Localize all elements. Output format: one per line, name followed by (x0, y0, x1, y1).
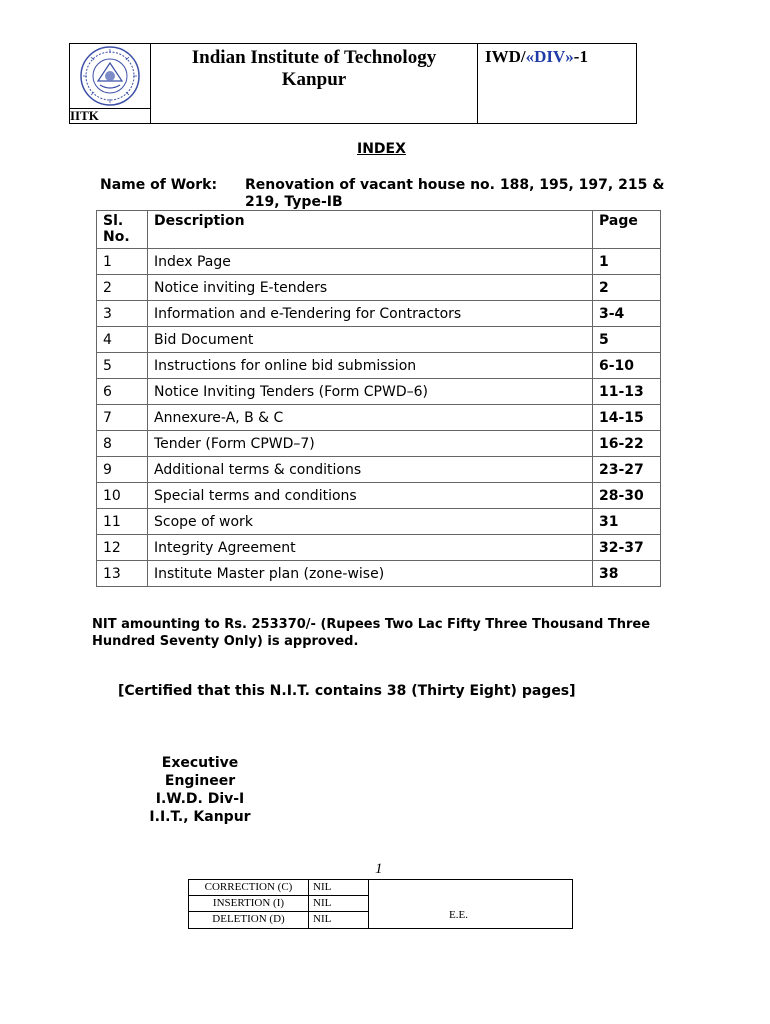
table-row (97, 457, 661, 483)
row-page: 31 (593, 509, 661, 535)
row-page: 38 (593, 561, 661, 587)
institute-name-cell (151, 44, 478, 123)
deletion-label: DELETION (D) (212, 913, 285, 925)
deletion-value: NIL (313, 913, 332, 925)
row-description: Notice inviting E-tenders (148, 275, 593, 301)
table-header-row (97, 211, 661, 249)
row-sl-no: 13 (97, 561, 148, 587)
row-sl-no: 7 (97, 405, 148, 431)
row-page: 1 (593, 249, 661, 275)
row-description: Institute Master plan (zone-wise) (148, 561, 593, 587)
row-sl-no: 12 (97, 535, 148, 561)
table-row (97, 535, 661, 561)
page-header: Page (593, 211, 661, 249)
table-row (97, 483, 661, 509)
index-table (96, 210, 661, 587)
sl-no-header: Sl. No. (97, 211, 148, 249)
iitk-seal-logo-icon (78, 45, 142, 107)
row-page: 32-37 (593, 535, 661, 561)
doc-code-prefix: IWD/ (485, 47, 526, 66)
institute-abbrev: IITK (70, 108, 99, 123)
table-row (97, 431, 661, 457)
row-sl-no: 6 (97, 379, 148, 405)
table-row (97, 301, 661, 327)
row-page: 28-30 (593, 483, 661, 509)
header-box (69, 43, 637, 124)
document-code-cell (478, 44, 636, 123)
ee-sign-label: E.E. (449, 909, 468, 921)
table-row (97, 561, 661, 587)
approval-statement: NIT amounting to Rs. 253370/- (Rupees Two Lac Fifty Three Thousand Three Hundred Seventy Only) is approved. (92, 617, 651, 649)
row-description: Special terms and conditions (148, 483, 593, 509)
correction-labels-column (189, 880, 309, 928)
row-page: 11-13 (593, 379, 661, 405)
row-description: Notice Inviting Tenders (Form CPWD–6) (148, 379, 593, 405)
row-sl-no: 5 (97, 353, 148, 379)
row-page: 23-27 (593, 457, 661, 483)
doc-code-suffix: -1 (573, 47, 588, 66)
row-description: Annexure-A, B & C (148, 405, 593, 431)
row-description: Instructions for online bid submission (148, 353, 593, 379)
certified-statement: [Certified that this N.I.T. contains 38 (Thirty Eight) pages] (118, 683, 576, 699)
signatory-block (130, 754, 270, 826)
table-row (97, 379, 661, 405)
table-row (97, 509, 661, 535)
institute-name-line2: Kanpur (281, 69, 347, 90)
row-sl-no: 8 (97, 431, 148, 457)
table-row (97, 249, 661, 275)
row-sl-no: 3 (97, 301, 148, 327)
row-page: 3-4 (593, 301, 661, 327)
row-sl-no: 1 (97, 249, 148, 275)
row-description: Tender (Form CPWD–7) (148, 431, 593, 457)
row-page: 14-15 (593, 405, 661, 431)
name-of-work-label: Name of Work: (100, 177, 218, 193)
row-description: Bid Document (148, 327, 593, 353)
insertion-value: NIL (309, 896, 368, 912)
correction-box (188, 879, 573, 929)
table-row (97, 353, 661, 379)
insertion-label: INSERTION (I) (189, 896, 308, 912)
doc-code-div-field: «DIV» (525, 47, 574, 66)
signatory-title: Executive Engineer (161, 755, 239, 789)
page-number: 1 (375, 861, 383, 877)
signatory-division: I.W.D. Div-I (155, 791, 245, 807)
row-sl-no: 2 (97, 275, 148, 301)
signatory-institute: I.I.T., Kanpur (149, 809, 251, 825)
row-page: 5 (593, 327, 661, 353)
description-header: Description (148, 211, 593, 249)
index-title: INDEX (357, 141, 406, 157)
row-sl-no: 11 (97, 509, 148, 535)
table-row (97, 405, 661, 431)
row-page: 6-10 (593, 353, 661, 379)
row-page: 16-22 (593, 431, 661, 457)
row-page: 2 (593, 275, 661, 301)
row-description: Index Page (148, 249, 593, 275)
row-description: Integrity Agreement (148, 535, 593, 561)
table-row (97, 327, 661, 353)
row-sl-no: 4 (97, 327, 148, 353)
correction-label: CORRECTION (C) (189, 880, 308, 896)
row-sl-no: 9 (97, 457, 148, 483)
table-row (97, 275, 661, 301)
name-of-work-value: Renovation of vacant house no. 188, 195, 197, 215 & 219, Type-IB (245, 177, 665, 210)
correction-value: NIL (309, 880, 368, 896)
correction-values-column (309, 880, 369, 928)
institute-name-line1: Indian Institute of Technology (191, 47, 437, 68)
row-sl-no: 10 (97, 483, 148, 509)
logo-cell (70, 44, 151, 108)
row-description: Additional terms & conditions (148, 457, 593, 483)
row-description: Scope of work (148, 509, 593, 535)
institute-abbrev-cell (70, 108, 151, 124)
row-description: Information and e-Tendering for Contractors (148, 301, 593, 327)
